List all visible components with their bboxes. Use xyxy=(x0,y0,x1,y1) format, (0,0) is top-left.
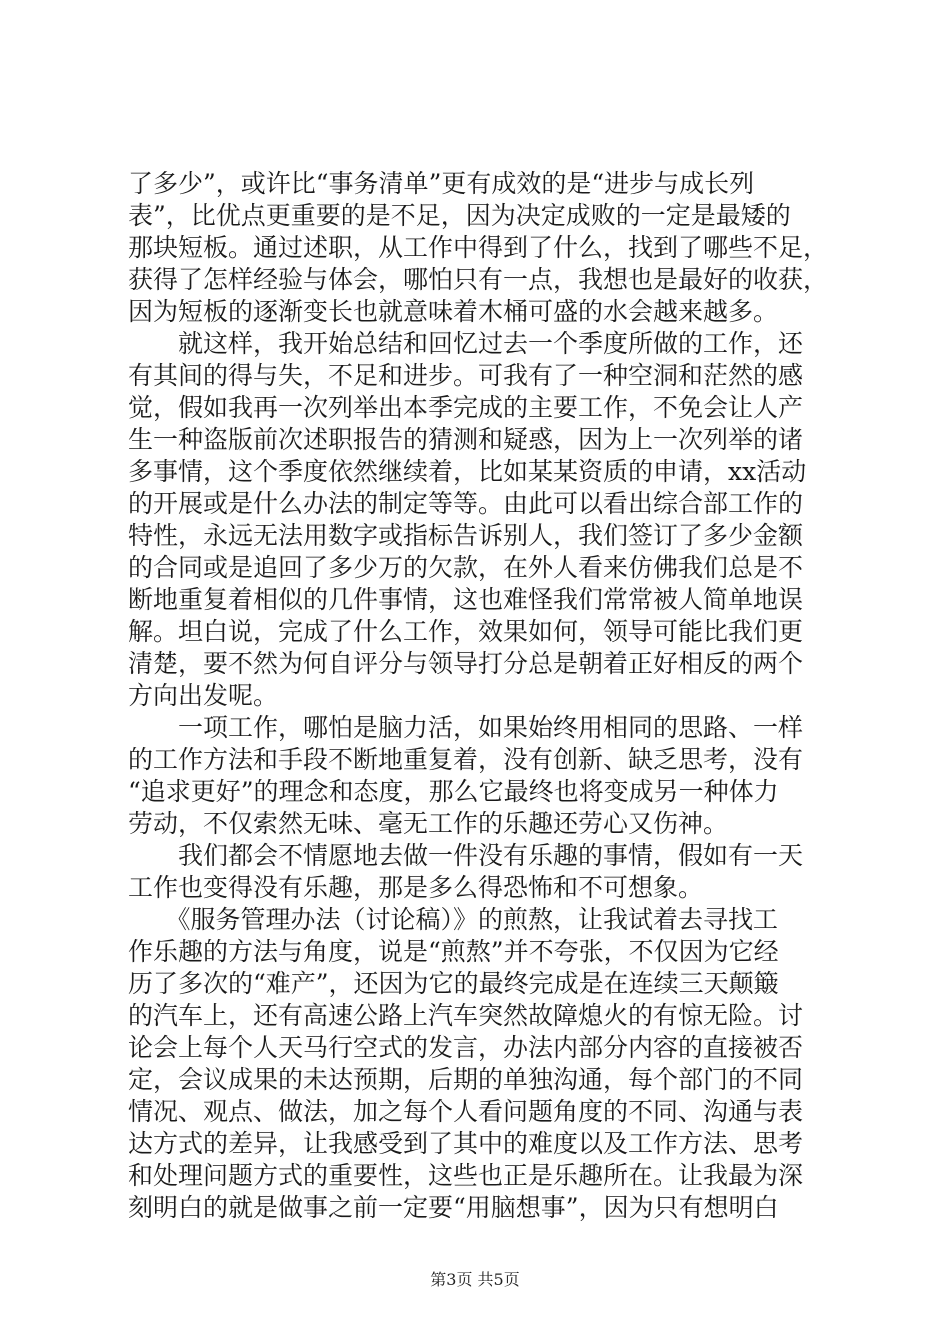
text-line: 有其间的得与失，不足和进步。可我有了一种空洞和茫然的感 xyxy=(128,361,804,390)
text-line: 获得了怎样经验与体会，哪怕只有一点，我想也是最好的收获， xyxy=(128,265,829,294)
text-line: 觉，假如我再一次列举出本季完成的主要工作，不免会让人产 xyxy=(128,393,804,422)
text-line: 特性，永远无法用数字或指标告诉别人，我们签订了多少金额 xyxy=(128,521,804,550)
text-line: 刻明白的就是做事之前一定要“用脑想事”，因为只有想明白 xyxy=(128,1193,779,1222)
text-line: 断地重复着相似的几件事情，这也难怪我们常常被人简单地误 xyxy=(128,585,804,614)
text-line: 历了多次的“难产”，还因为它的最终完成是在连续三天颠簸 xyxy=(128,969,779,998)
text-line: 那块短板。通过述职，从工作中得到了什么，找到了哪些不足， xyxy=(128,233,829,262)
text-line: 的开展或是什么办法的制定等等。由此可以看出综合部工作的 xyxy=(128,489,804,518)
text-line: 劳动，不仅索然无味、毫无工作的乐趣还劳心又伤神。 xyxy=(128,809,729,838)
text-line: 定，会议成果的未达预期，后期的单独沟通，每个部门的不同 xyxy=(128,1065,804,1094)
text-line: 我们都会不情愿地去做一件没有乐趣的事情，假如有一天 xyxy=(128,841,804,870)
text-line: 作乐趣的方法与角度，说是“煎熬”并不夸张，不仅因为它经 xyxy=(128,937,779,966)
text-line: 生一种盗版前次述职报告的猜测和疑惑，因为上一次列举的诸 xyxy=(128,425,804,454)
text-line: 论会上每个人天马行空式的发言，办法内部分内容的直接被否 xyxy=(128,1033,804,1062)
text-line: 情况、观点、做法，加之每个人看问题角度的不同、沟通与表 xyxy=(128,1097,804,1126)
text-line: 了多少”，或许比“事务清单”更有成效的是“进步与成长列 xyxy=(128,169,755,198)
text-line: 多事情，这个季度依然继续着，比如某某资质的申请，xx活动 xyxy=(128,457,807,486)
text-line: 一项工作，哪怕是脑力活，如果始终用相同的思路、一样 xyxy=(128,713,804,742)
text-line: 就这样，我开始总结和回忆过去一个季度所做的工作，还 xyxy=(128,329,804,358)
page-footer: 第3页 共5页 xyxy=(430,1270,520,1289)
text-line: 表”，比优点更重要的是不足，因为决定成败的一定是最矮的 xyxy=(128,201,791,230)
text-line: 清楚，要不然为何自评分与领导打分总是朝着正好相反的两个 xyxy=(128,649,804,678)
text-line: 工作也变得没有乐趣，那是多么得恐怖和不可想象。 xyxy=(128,873,704,902)
text-line: 解。坦白说，完成了什么工作，效果如何，领导可能比我们更 xyxy=(128,617,804,646)
text-line: 《服务管理办法（讨论稿）》的煎熬，让我试着去寻找工 xyxy=(128,905,779,934)
text-line: 和处理问题方式的重要性，这些也正是乐趣所在。让我最为深 xyxy=(128,1161,804,1190)
text-line: “追求更好”的理念和态度，那么它最终也将变成另一种体力 xyxy=(128,777,779,806)
text-line: 的汽车上，还有高速公路上汽车突然故障熄火的有惊无险。讨 xyxy=(128,1001,804,1030)
text-line: 方向出发呢。 xyxy=(128,681,279,710)
body-text xyxy=(128,168,828,1224)
text-line: 的合同或是追回了多少万的欠款，在外人看来仿佛我们总是不 xyxy=(128,553,804,582)
text-line: 达方式的差异，让我感受到了其中的难度以及工作方法、思考 xyxy=(128,1129,804,1158)
text-line: 因为短板的逐渐变长也就意味着木桶可盛的水会越来越多。 xyxy=(128,297,779,326)
text-line: 的工作方法和手段不断地重复着，没有创新、缺乏思考，没有 xyxy=(128,745,804,774)
